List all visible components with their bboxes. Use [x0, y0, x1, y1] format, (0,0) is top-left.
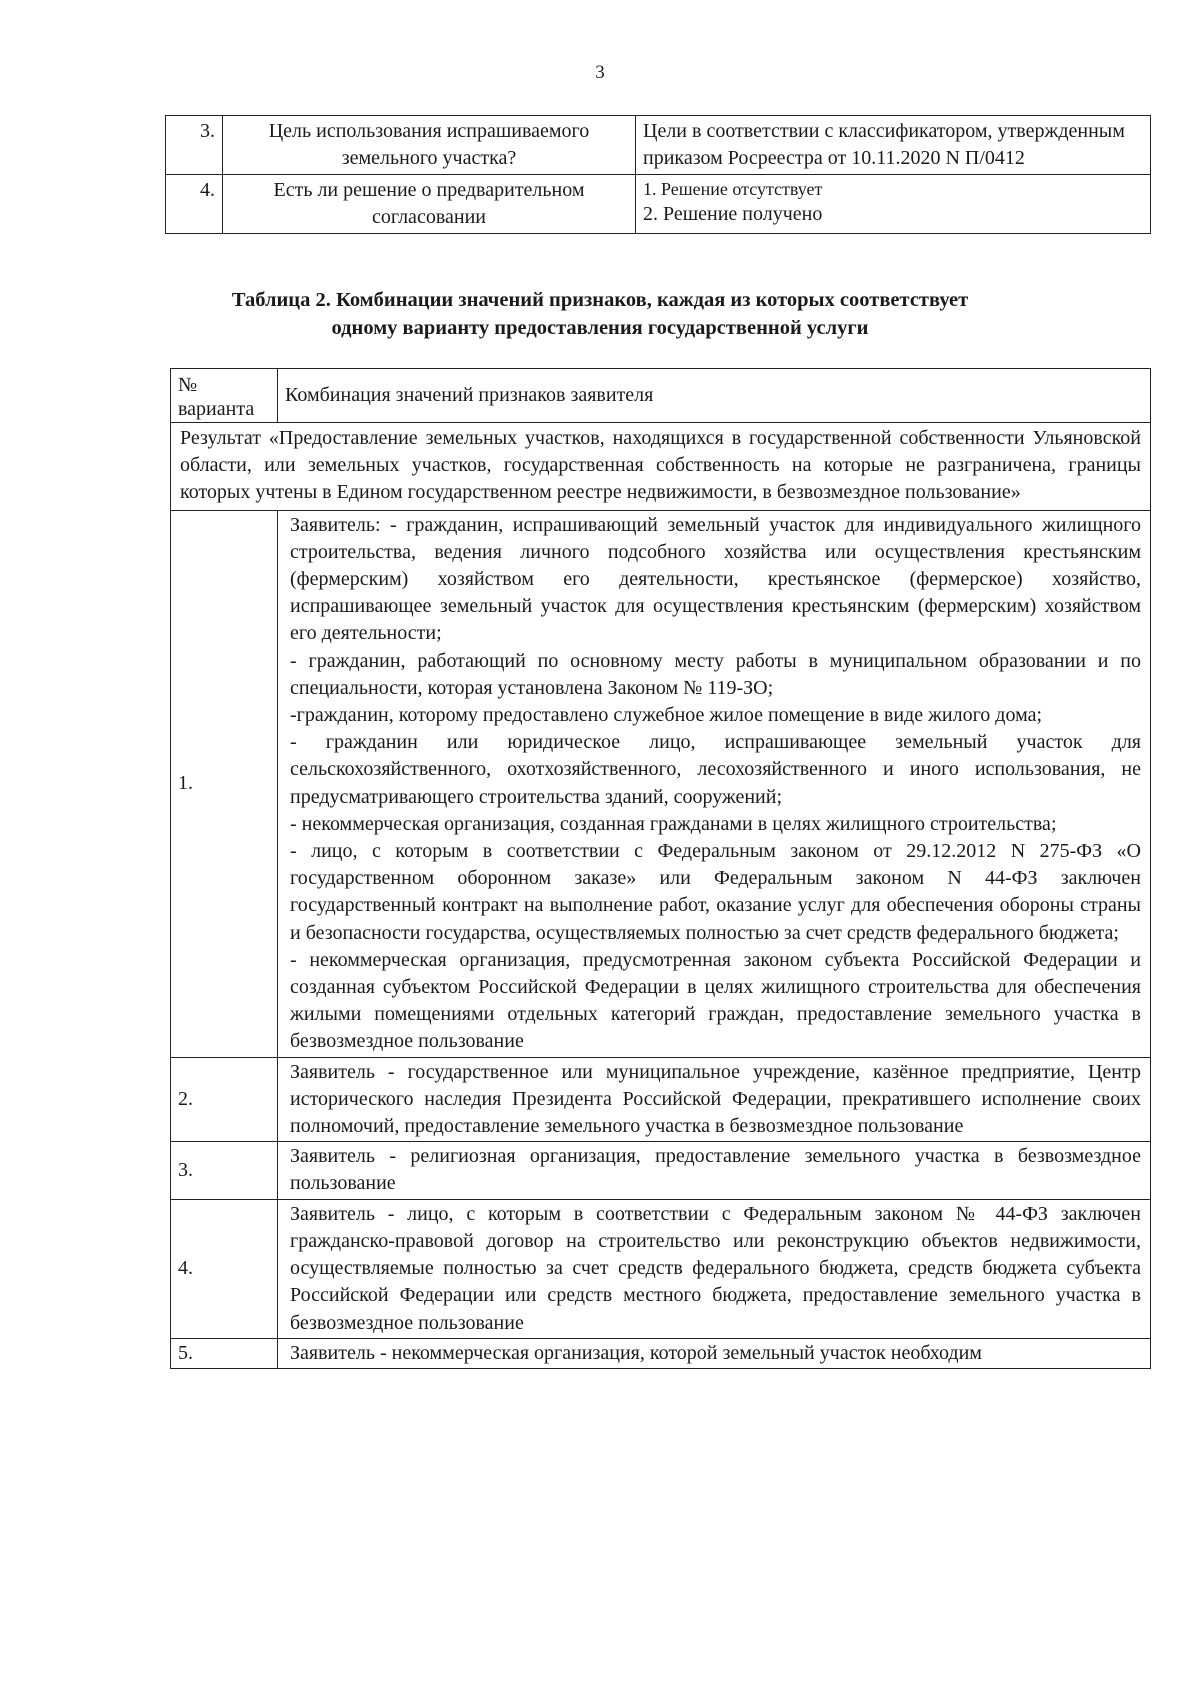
variant-paragraph: - лицо, с которым в соответствии с Федеральным законом от 29.12.2012 N 275-ФЗ «О государственном оборонном заказе» или Федеральным законом N 44-ФЗ заключен государственный контракт на выполнение работ, оказание услуг для обеспечения обороны страны и безопасности государства, осуществляемых полностью за счет средств федерального бюджета; [290, 840, 1141, 944]
variant-paragraph: - некоммерческая организация, созданная гражданами в целях жилищного строительства; [290, 812, 1057, 835]
variant-description [278, 1057, 1151, 1142]
variant-paragraph: Заявитель - лицо, с которым в соответствии с Федеральным законом № 44-ФЗ заключен гражданско-правовой договор на строительство или реконструкцию объектов недвижимости, осуществляемые полностью за счет средств федерального бюджета, средств бюджета субъекта Российской Федерации или средств местного бюджета, предоставление земельного участка в безвозмездное пользование [290, 1202, 1141, 1334]
result-cell: Результат «Предоставление земельных участков, находящихся в государственной собственности Ульяновской области, или земельных участков, государственная собственность на которые не разграничена, границы которых учтены в Едином государственном реестре недвижимости, в безвозмездное пользование» [171, 423, 1151, 511]
variant-number: 3. [171, 1142, 278, 1199]
variant-paragraph: - гражданин, работающий по основному месту работы в муниципальном образовании и по специальности, которая установлена Законом № 119-ЗО; [290, 649, 1141, 699]
variant-number: 5. [171, 1338, 278, 1368]
question-cell: Цель использования испрашиваемого земельного участка? [223, 116, 636, 175]
variant-paragraph: Заявитель - некоммерческая организация, которой земельный участок необходим [290, 1341, 982, 1364]
table-row [171, 1199, 1151, 1338]
table-row [171, 510, 1151, 1057]
header-variant-number: № варианта [171, 369, 278, 423]
table-title-line: одному варианту предоставления государственной услуги [331, 317, 869, 339]
variant-paragraph: -гражданин, которому предоставлено служебное жилое помещение в виде жилого дома; [290, 704, 1043, 727]
variant-paragraph: Заявитель: - гражданин, испрашивающий земельный участок для индивидуального жилищного строительства, ведения личного подсобного хозяйства или осуществления крестьянским (фермерским) хозяйством его деятельности, крестьянское (фермерское) хозяйство, испрашивающее земельный участок для осуществления крестьянским (фермерским) хозяйством его деятельности; [290, 513, 1141, 645]
variant-description [278, 1338, 1151, 1368]
table-row [166, 175, 1151, 234]
variant-description [278, 510, 1151, 1057]
answer-option: 1. Решение отсутствует [643, 179, 823, 199]
table-header-row [171, 369, 1151, 423]
answer-cell [636, 116, 1151, 175]
table-title-line: Таблица 2. Комбинации значений признаков, каждая из которых соответствует [231, 289, 969, 311]
variant-paragraph: - некоммерческая организация, предусмотренная законом субъекта Российской Федерации и созданная субъектом Российской Федерации в целях жилищного строительства для обеспечения жилыми помещениями отдельных категорий граждан, предоставление земельного участка в безвозмездное пользование [290, 948, 1141, 1053]
variant-paragraph: Заявитель - религиозная организация, предоставление земельного участка в безвозмездное пользование [290, 1145, 1141, 1195]
variant-number: 4. [171, 1199, 278, 1338]
row-number: 4. [166, 175, 223, 234]
table-row [166, 116, 1151, 175]
table-row [171, 1142, 1151, 1199]
answer-option: 2. Решение получено [643, 203, 823, 225]
table-row [171, 1338, 1151, 1368]
table-title [150, 286, 1050, 342]
answer-cell [636, 175, 1151, 234]
result-row [171, 423, 1151, 511]
variants-table [170, 368, 1151, 1369]
variant-number: 2. [171, 1057, 278, 1142]
variant-paragraph: Заявитель - государственное или муниципальное учреждение, казённое предприятие, Центр исторического наследия Президента Российской Федерации, прекратившего исполнение своих полномочий, предоставление земельного участка в безвозмездное пользование [290, 1060, 1141, 1138]
variant-number: 1. [171, 510, 278, 1057]
variant-description [278, 1199, 1151, 1338]
table-row [171, 1057, 1151, 1142]
header-combination: Комбинация значений признаков заявителя [278, 369, 1151, 423]
variant-description [278, 1142, 1151, 1199]
answer-text: Цели в соответствии с классификатором, утвержденным приказом Росреестра от 10.11.2020 N П/0412 [643, 120, 1125, 169]
row-number: 3. [166, 116, 223, 175]
question-cell: Есть ли решение о предварительном согласовании [223, 175, 636, 234]
criteria-table [165, 115, 1151, 234]
page-number: 3 [595, 62, 605, 83]
variant-paragraph: - гражданин или юридическое лицо, испрашивающее земельный участок для сельскохозяйственного, охотхозяйственного, лесохозяйственного и иного использования, не предусматривающего строительства зданий, сооружений; [290, 731, 1141, 808]
